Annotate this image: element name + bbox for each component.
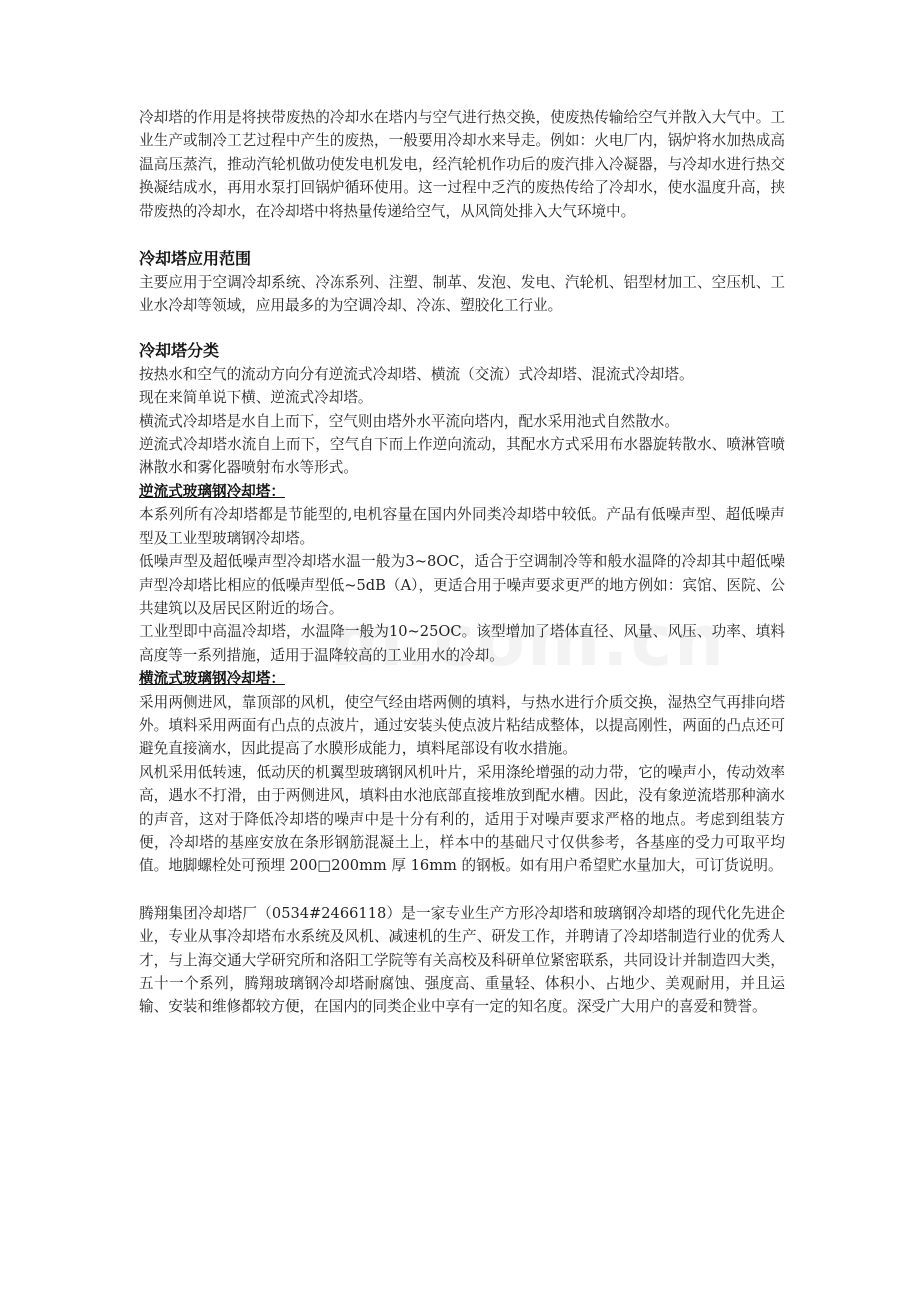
- classification-line: 横流式冷却塔是水自上而下，空气则由塔外水平流向塔内，配水采用池式自然散水。: [139, 412, 679, 430]
- counterflow-paragraph: 低噪声型及超低噪声型冷却塔水温一般为3~8OC，适合于空调制冷等和般水温降的冷却其中超低噪声型冷却塔比相应的低噪声型低~5dB（A），更适合用于噪声要求更严的地方例如：宾馆、医院、公共建筑以及居民区附近的场合。: [139, 553, 785, 617]
- counterflow-paragraph: 本系列所有冷却塔都是节能型的,电机容量在国内外同类冷却塔中较低。产品有低噪声型、超低噪声型及工业型玻璃钢冷却塔。: [139, 506, 785, 547]
- classification-line: 逆流式冷却塔水流自上而下，空气自下而上作逆向流动，其配水方式采用布水器旋转散水、喷淋管喷淋散水和雾化器喷射布水等形式。: [139, 436, 785, 477]
- classification-line: 按热水和空气的流动方向分有逆流式冷却塔、横流（交流）式冷却塔、混流式冷却塔。: [139, 365, 694, 383]
- intro-paragraph: 冷却塔的作用是将挟带废热的冷却水在塔内与空气进行热交换，使废热传输给空气并散入大气中。工业生产或制冷工艺过程中产生的废热，一般要用冷却水来导走。例如：火电厂内，锅炉将水加热成高温高压蒸汽，推动汽轮机做功使发电机发电，经汽轮机作功后的废汽排入冷凝器，与冷却水进行热交换凝结成水，再用水泵打回锅炉循环使用。这一过程中乏汽的废热传给了冷却水，使水温度升高，挟带废热的冷却水，在冷却塔中将热量传递给空气，从风筒处排入大气环境中。: [139, 109, 785, 220]
- spacer: [139, 318, 785, 339]
- crossflow-subheading: 横流式玻璃钢冷却塔：: [139, 670, 285, 688]
- document-page: [139, 106, 785, 1019]
- application-paragraph: 主要应用于空调冷却系统、冷冻系列、注塑、制革、发泡、发电、汽轮机、铝型材加工、空压机、工业水冷却等领域，应用最多的为空调冷却、冷冻、塑胶化工行业。: [139, 274, 785, 315]
- crossflow-paragraph: 风机采用低转速，低动厌的机翼型玻璃钢风机叶片，采用涤纶增强的动力带，它的噪声小，传动效率高，遇水不打滑，由于两侧进风，填料由水池底部直接堆放到配水槽。因此，没有象逆流塔那种滴水的声音，这对于降低冷却塔的噪声中是十分有利的，适用于对噪声要求严格的地点。考虑到组装方便，冷却塔的基座安放在条形钢筋混凝土上，样本中的基础尺寸仅供参考，各基座的受力可取平均值。地脚螺栓处可预埋 200□200mm 厚 16mm 的钢板。如有用户希望贮水量加大，可订货说明。: [139, 763, 785, 875]
- counterflow-paragraph: 工业型即中高温冷却塔，水温降一般为10~25OC。该型增加了塔体直径、风量、风压、功率、填料高度等一系列措施，适用于温降较高的工业用水的冷却。: [139, 623, 785, 664]
- application-heading: 冷却塔应用范围: [139, 249, 252, 269]
- crossflow-paragraph: 采用两侧进风，靠顶部的风机，使空气经由塔两侧的填料，与热水进行介质交换，湿热空气再排向塔外。填料采用两面有凸点的点波片，通过安装头使点波片粘结成整体，以提高刚性，两面的凸点还可避免直接滴水，因此提高了水膜形成能力，填料尾部设有收水措施。: [139, 693, 785, 758]
- classification-line: 现在来简单说下横、逆流式冷却塔。: [139, 389, 373, 407]
- spacer: [139, 223, 785, 247]
- counterflow-subheading: 逆流式玻璃钢冷却塔：: [139, 482, 285, 500]
- spacer: [139, 878, 785, 902]
- company-paragraph: 腾翔集团冷却塔厂（0534#2466118）是一家专业生产方形冷却塔和玻璃钢冷却塔的现代化先进企业，专业从事冷却塔布水系统及风机、减速机的生产、研发工作，并聘请了冷却塔制造行业的优秀人才，与上海交通大学研究所和洛阳工学院等有关高校及科研单位紧密联系，共同设计并制造四大类，五十一个系列，腾翔玻璃钢冷却塔耐腐蚀、强度高、重量轻、体积小、占地少、美观耐用，并且运输、安装和维修都较方便，在国内的同类企业中享有一定的知名度。深受广大用户的喜爱和赞誉。: [139, 904, 785, 1016]
- classification-heading: 冷却塔分类: [139, 340, 220, 360]
